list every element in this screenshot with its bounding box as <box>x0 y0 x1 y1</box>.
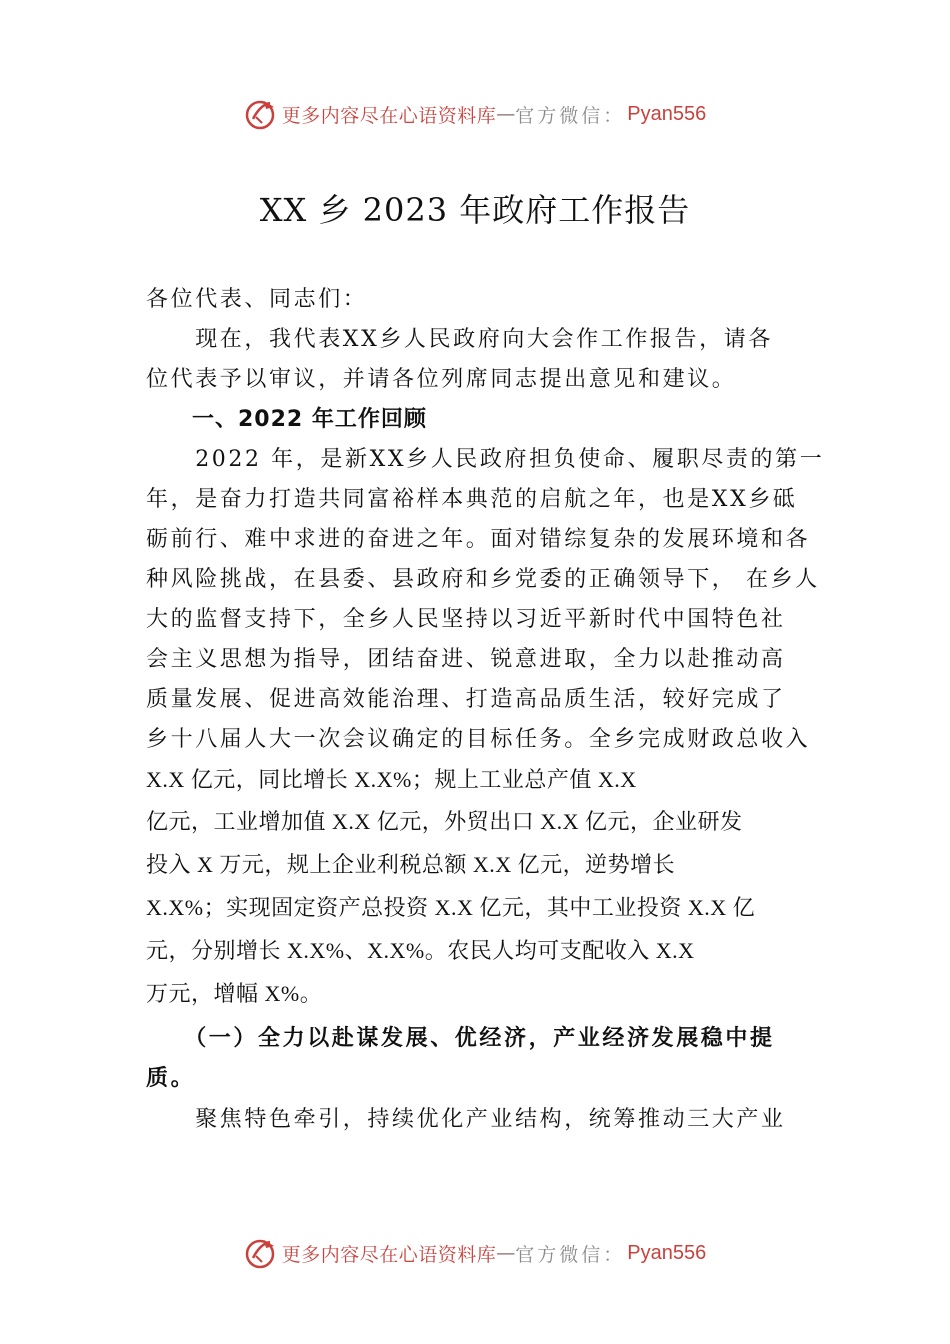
paragraph-line: 2022 年，是新XX乡人民政府担负使命、履职尽责的第一 <box>146 447 825 472</box>
paragraph-line: 亿元，工业增加值 X.X 亿元，外贸出口 X.X 亿元，企业研发 <box>146 809 743 834</box>
paragraph-line: 质量发展、促进高效能治理、打造高品质生活，较好完成了 <box>146 687 786 712</box>
paragraph-line: 会主义思想为指导，团结奋进、锐意进取，全力以赴推动高 <box>146 647 786 672</box>
paragraph-line: 大的监督支持下，全乡人民坚持以习近平新时代中国特色社 <box>146 607 786 632</box>
watermark-wechat-id: Pyan556 <box>627 1241 707 1264</box>
paragraph-line: 聚焦特色牵引，持续优化产业结构，统筹推动三大产业 <box>146 1107 786 1132</box>
section-heading: 一、2022 年工作回顾 <box>146 407 427 432</box>
paragraph-line: X.X%；实现固定资产总投资 X.X 亿元，其中工业投资 X.X 亿 <box>146 895 756 920</box>
brand-logo-icon <box>244 97 278 131</box>
paragraph-line: 万元，增幅 X%。 <box>146 981 323 1006</box>
salutation: 各位代表、同志们： <box>146 287 368 312</box>
paragraph-line: X.X 亿元，同比增长 X.X%；规上工业总产值 X.X <box>146 767 637 792</box>
paragraph-line: 元，分别增长 X.X%、X.X%。农民人均可支配收入 X.X <box>146 938 695 963</box>
paragraph-line: 砺前行、难中求进的奋进之年。面对错综复杂的发展环境和各 <box>146 527 811 552</box>
watermark-dash: — <box>496 103 516 125</box>
paragraph-line: 位代表予以审议，并请各位列席同志提出意见和建议。 <box>146 367 737 392</box>
watermark-wechat-id: Pyan556 <box>627 102 707 125</box>
watermark-header <box>0 94 950 134</box>
subsection-heading: （一）全力以赴谋发展、优经济，产业经济发展稳中提 <box>146 1025 775 1051</box>
paragraph-line: 乡十八届人大一次会议确定的目标任务。全乡完成财政总收入 <box>146 727 811 752</box>
paragraph-line: 年，是奋力打造共同富裕样本典范的启航之年，也是XX乡砥 <box>146 487 798 512</box>
paragraph-line: 种风险挑战，在县委、县政府和乡党委的正确领导下， 在乡人 <box>146 567 820 592</box>
watermark-label: 官方微信： <box>515 1243 626 1266</box>
watermark-label: 官方微信： <box>515 104 626 127</box>
watermark-text: 更多内容尽在心语资料库 <box>281 1243 497 1266</box>
document-title: XX 乡 2023 年政府工作报告 <box>259 191 691 229</box>
watermark-text: 更多内容尽在心语资料库 <box>281 104 497 127</box>
watermark-dash: — <box>496 1242 516 1264</box>
subsection-heading-cont: 质。 <box>146 1065 196 1091</box>
watermark-footer <box>0 1233 950 1273</box>
paragraph-line: 现在，我代表XX乡人民政府向大会作工作报告，请各 <box>146 327 773 352</box>
brand-logo-icon <box>244 1236 278 1270</box>
paragraph-line: 投入 X 万元，规上企业利税总额 X.X 亿元，逆势增长 <box>146 852 676 877</box>
